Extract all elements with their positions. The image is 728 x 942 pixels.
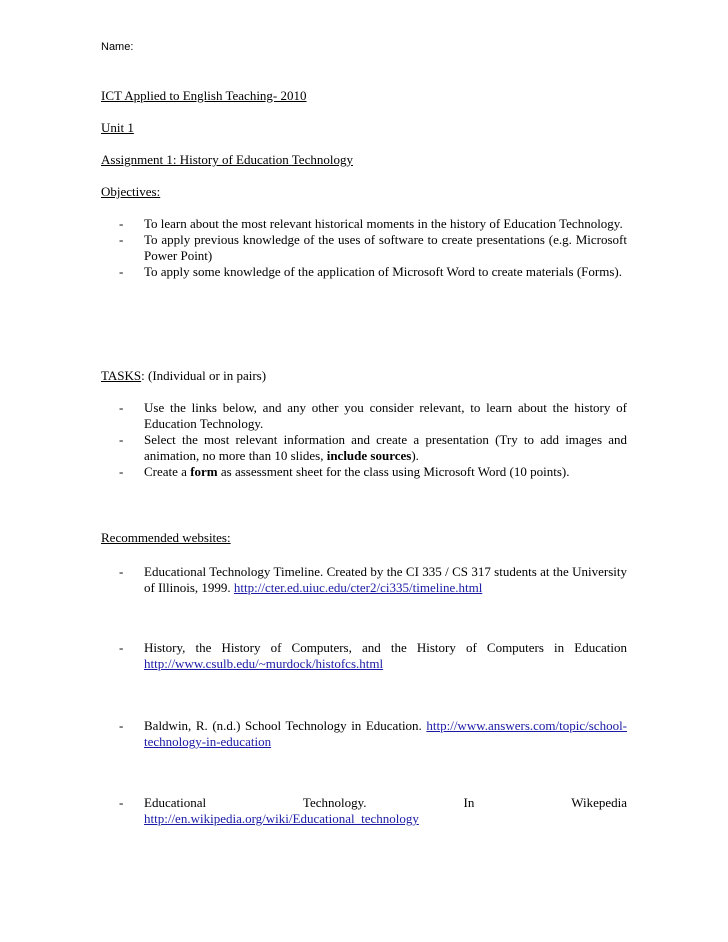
websites-list-1 — [101, 564, 627, 596]
websites-title: Recommended websites: — [101, 530, 231, 545]
websites-list-4 — [101, 795, 627, 827]
bullet-dash: - — [119, 564, 124, 579]
list-item — [101, 232, 627, 264]
website-link[interactable]: http://cter.ed.uiuc.edu/cter2/ci335/timeline.html — [233, 580, 483, 595]
website-text: History, the History of Computers, and the History of Computers in Education — [144, 640, 627, 655]
task-text: Select the most relevant information and create a presentation (Try to add images and animation, no more than 10 slides, — [144, 432, 627, 463]
website-link[interactable]: http://www.csulb.edu/~murdock/histofcs.html — [144, 656, 384, 671]
list-item — [101, 400, 627, 432]
tasks-list — [101, 400, 627, 480]
task-text: Create a — [144, 464, 191, 479]
website-text: Educational Technology. In Wikepedia — [144, 795, 627, 810]
websites-list-2 — [101, 640, 627, 672]
list-item — [101, 264, 627, 280]
task-emphasis: include sources — [326, 448, 412, 463]
bullet-dash: - — [119, 400, 124, 415]
bullet-dash: - — [119, 216, 124, 231]
objectives-title: Objectives: — [101, 184, 161, 199]
task-text: as assessment sheet for the class using Microsoft Word (10 points). — [217, 464, 570, 479]
assignment-title: Assignment 1: History of Education Technology — [101, 152, 353, 167]
objectives-list — [101, 216, 627, 280]
objective-text: To learn about the most relevant historical moments in the history of Education Technology. — [144, 216, 623, 231]
list-item — [101, 811, 627, 827]
course-title: ICT Applied to English Teaching- 2010 — [101, 88, 307, 103]
task-emphasis: form — [190, 464, 218, 479]
list-item — [101, 464, 627, 480]
website-link[interactable]: school-technology-in-education — [144, 718, 628, 749]
website-link[interactable]: http://en.wikipedia.org/wiki/Educational_technology — [144, 811, 419, 826]
bullet-dash: - — [119, 464, 124, 479]
objective-text: To apply some knowledge of the application of Microsoft Word to create materials (Forms). — [144, 264, 622, 279]
list-item — [101, 718, 627, 750]
tasks-heading — [101, 368, 266, 384]
list-item — [101, 216, 627, 232]
list-item — [101, 432, 627, 464]
task-text: Use the links below, and any other you consider relevant, to learn about the history of Education Technology. — [144, 400, 627, 431]
websites-list-3 — [101, 718, 627, 750]
name-label: Name: — [101, 41, 134, 53]
bullet-dash: - — [119, 718, 124, 733]
tasks-label: TASKS — [101, 368, 142, 383]
bullet-dash: - — [119, 432, 124, 447]
list-item — [101, 640, 627, 672]
website-link[interactable]: http://www.answers.com/topic/ — [426, 718, 589, 733]
bullet-dash: - — [119, 264, 124, 279]
website-text: Educational Technology Timeline. Created by the CI 335 / CS 317 students at the University of Illinois, 1999. — [144, 564, 627, 595]
bullet-dash: - — [119, 795, 124, 810]
task-text: ). — [411, 448, 419, 463]
tasks-suffix: : (Individual or in pairs) — [141, 368, 267, 383]
list-item — [101, 564, 627, 596]
website-text: Baldwin, R. (n.d.) School Technology in Education. — [144, 718, 422, 733]
bullet-dash: - — [119, 640, 124, 655]
list-item — [101, 795, 627, 811]
objective-text: To apply previous knowledge of the uses of software to create presentations (e.g. Microsoft Power Point) — [144, 232, 627, 263]
bullet-dash: - — [119, 232, 124, 247]
unit-title: Unit 1 — [101, 120, 134, 135]
